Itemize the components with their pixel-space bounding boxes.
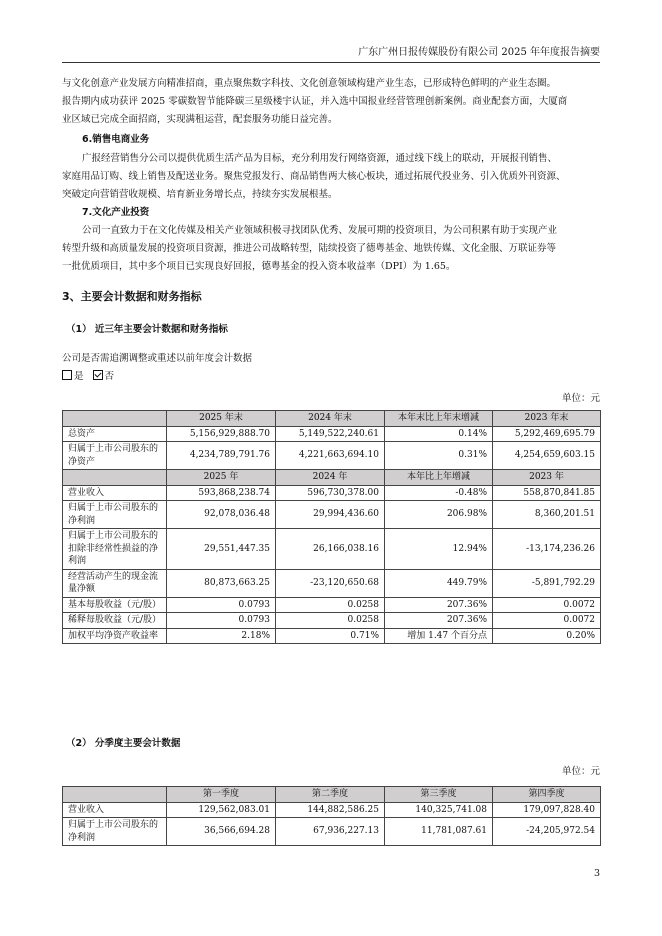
row-label: 归属于上市公司股东的扣除非经常性损益的净利润: [63, 529, 167, 570]
cell-value: 增加 1.47 个百分点: [385, 628, 493, 644]
header-cell: 本年末比上年末增减: [385, 411, 493, 427]
cell-value: 80,873,663.25: [167, 569, 276, 597]
checkbox-yes[interactable]: [62, 370, 72, 380]
page-header: 广东广州日报传媒股份有限公司 2025 年年度报告摘要: [62, 44, 600, 63]
table-row: [63, 569, 601, 597]
table-row: [63, 818, 601, 846]
header-cell: 第一季度: [167, 787, 276, 803]
cell-value: 206.98%: [385, 501, 493, 529]
cell-value: 0.0258: [276, 597, 385, 613]
cell-value: 4,234,789,791.76: [167, 442, 276, 470]
section7-line: 一批优质项目，其中多个项目已实现良好回报，德粤基金的投入资本收益率（DPI）为 1.65。: [62, 261, 456, 272]
row-label: 基本每股收益（元/股）: [63, 597, 167, 613]
checkbox-no[interactable]: [93, 370, 103, 380]
section3-title: 3、主要会计数据和财务指标: [62, 290, 202, 303]
table-header-row: [63, 411, 601, 427]
row-label: 稀释每股收益（元/股）: [63, 613, 167, 629]
row-label: 营业收入: [63, 802, 167, 818]
cell-value: 26,166,038.16: [276, 529, 385, 570]
unit-label: 单位：元: [561, 393, 600, 404]
table-header-row: [63, 787, 601, 803]
cell-value: 92,078,036.48: [167, 501, 276, 529]
annual-financials-table: [62, 410, 601, 644]
cell-value: 144,882,586.25: [276, 802, 385, 818]
cell-value: 0.31%: [385, 442, 493, 470]
table-row: [63, 802, 601, 818]
section7-line: 转型升级和高质量发展的投资项目资源，推进公司战略转型，陆续投资了德粤基金、地铁传媒、文化金服、万联证券等: [62, 243, 557, 254]
header-cell: 2023 年: [493, 470, 601, 486]
cell-value: 4,254,659,603.15: [493, 442, 601, 470]
quarterly-financials-table: [62, 786, 601, 846]
cell-value: 0.0793: [167, 597, 276, 613]
cell-value: 558,870,841.85: [493, 485, 601, 501]
cell-value: 29,551,447.35: [167, 529, 276, 570]
cell-value: 207.36%: [385, 613, 493, 629]
section7-line: 公司一直致力于在文化传媒及相关产业领域积极寻找团队优秀、发展可期的投资项目，为公司积累有助于实现产业: [82, 225, 558, 236]
option-no-label: 否: [104, 371, 115, 382]
header-blank-cell: [63, 787, 167, 803]
cell-value: -0.48%: [385, 485, 493, 501]
header-cell: 2025 年: [167, 470, 276, 486]
table-row: [63, 597, 601, 613]
cell-value: 129,562,083.01: [167, 802, 276, 818]
cell-value: 2.18%: [167, 628, 276, 644]
cell-value: 4,221,663,694.10: [276, 442, 385, 470]
cell-value: 207.36%: [385, 597, 493, 613]
cell-value: 12.94%: [385, 529, 493, 570]
cell-value: 140,325,741.08: [385, 802, 493, 818]
header-cell: 第二季度: [276, 787, 385, 803]
cell-value: 5,149,522,240.61: [276, 426, 385, 442]
cell-value: 0.0258: [276, 613, 385, 629]
row-label: 归属于上市公司股东的净利润: [63, 818, 167, 846]
section6-line: 广报经营销售分公司以提供优质生活产品为目标，充分利用发行网络资源，通过线下线上的联动，开展报刊销售、: [82, 153, 558, 164]
cell-value: 0.0793: [167, 613, 276, 629]
row-label: 归属于上市公司股东的净利润: [63, 501, 167, 529]
row-label: 加权平均净资产收益率: [63, 628, 167, 644]
header-cell: 2023 年末: [493, 411, 601, 427]
header-cell: 2024 年: [276, 470, 385, 486]
cell-value: 0.0072: [493, 597, 601, 613]
cell-value: -5,891,792.29: [493, 569, 601, 597]
header-cell: 本年比上年增减: [385, 470, 493, 486]
header-blank-cell: [63, 411, 167, 427]
cell-value: 11,781,087.61: [385, 818, 493, 846]
cell-value: -13,174,236.26: [493, 529, 601, 570]
table-header-row: [63, 470, 601, 486]
cell-value: 596,730,378.00: [276, 485, 385, 501]
row-label: 归属于上市公司股东的净资产: [63, 442, 167, 470]
header-cell: 第三季度: [385, 787, 493, 803]
section6-title: 6.销售电商业务: [82, 134, 150, 145]
cell-value: 36,566,694.28: [167, 818, 276, 846]
cell-value: -23,120,650.68: [276, 569, 385, 597]
cell-value: -24,205,972.54: [493, 818, 601, 846]
header-cell: 2024 年末: [276, 411, 385, 427]
table-row: [63, 501, 601, 529]
intro-line: 业区域已完成全面招商，实现满租运营，配套服务功能日益完善。: [62, 114, 338, 125]
cell-value: 29,994,436.60: [276, 501, 385, 529]
row-label: 营业收入: [63, 485, 167, 501]
header-cell: 2025 年末: [167, 411, 276, 427]
cell-value: 5,292,469,695.79: [493, 426, 601, 442]
cell-value: 67,936,227.13: [276, 818, 385, 846]
header-blank-cell: [63, 470, 167, 486]
intro-line: 与文化创意产业发展方向精准招商，重点聚焦数字科技、文化创意领域构建产业生态，已形成特色鲜明的产业生态圈。: [62, 78, 557, 89]
table-row: [63, 442, 601, 470]
section6-line: 突破定向营销营收规模、培育新业务增长点，持续夯实发展根基。: [62, 189, 338, 200]
restate-question: 公司是否需追溯调整或重述以前年度会计数据: [62, 353, 253, 364]
table-row: [63, 628, 601, 644]
row-label: 总资产: [63, 426, 167, 442]
section7-title: 7.文化产业投资: [82, 207, 150, 218]
section3-sub1-title: （1） 近三年主要会计数据和财务指标: [66, 324, 228, 335]
cell-value: 449.79%: [385, 569, 493, 597]
cell-value: 0.14%: [385, 426, 493, 442]
page-number: 3: [593, 868, 600, 879]
table-row: [63, 529, 601, 570]
unit-label: 单位：元: [561, 766, 600, 777]
cell-value: 593,868,238.74: [167, 485, 276, 501]
intro-line: 报告期内成功获评 2025 零碳数智节能降碳三星级楼宇认证，并入选中国报业经营管理创新案例。商业配套方面，大厦商: [62, 96, 568, 107]
cell-value: 5,156,929,888.70: [167, 426, 276, 442]
table-row: [63, 426, 601, 442]
cell-value: 0.20%: [493, 628, 601, 644]
table-row: [63, 613, 601, 629]
cell-value: 0.0072: [493, 613, 601, 629]
row-label: 经营活动产生的现金流量净额: [63, 569, 167, 597]
cell-value: 0.71%: [276, 628, 385, 644]
cell-value: 8,360,201.51: [493, 501, 601, 529]
option-yes-label: 是: [74, 371, 84, 382]
cell-value: 179,097,828.40: [493, 802, 601, 818]
section6-line: 家庭用品订购、线上销售及配送业务。聚焦党报发行、商品销售两大核心板块，通过拓展代投业务、引入优质外刊资源、: [62, 171, 566, 182]
restate-options: [62, 369, 114, 385]
section3-sub2-title: （2） 分季度主要会计数据: [66, 738, 181, 749]
table-row: [63, 485, 601, 501]
header-cell: 第四季度: [493, 787, 601, 803]
